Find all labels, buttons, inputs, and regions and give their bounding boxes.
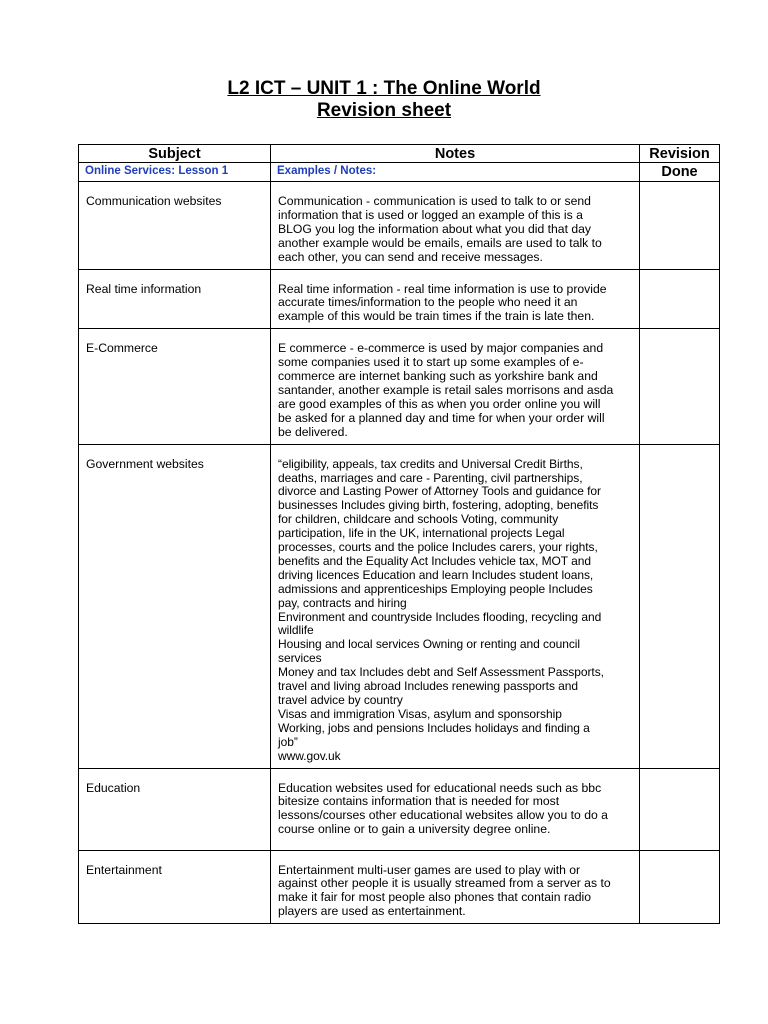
subject-cell: Communication websites — [79, 182, 271, 270]
revision-done-cell[interactable] — [640, 850, 720, 924]
notes-cell: Communication - communication is used to talk to or send information that is used or logged an example of this is a BLOG you log the information about what you did that day another example would be emails, emails are used to talk to each other, you can send and receive messages. — [271, 182, 640, 270]
examples-label: Examples / Notes: — [271, 163, 640, 182]
notes-cell: Entertainment multi-user games are used to play with or against other people it is usually streamed from a server as to make it fair for most people also phones that contain radio players are used as entertainment. — [271, 850, 640, 924]
revision-table — [78, 144, 720, 924]
table-subheader-row — [79, 163, 720, 182]
revision-done-cell[interactable] — [640, 329, 720, 444]
subject-cell: Education — [79, 768, 271, 850]
revision-done-cell[interactable] — [640, 768, 720, 850]
table-row — [79, 182, 720, 270]
revision-done-cell[interactable] — [640, 182, 720, 270]
table-row — [79, 444, 720, 768]
notes-cell: Real time information - real time information is use to provide accurate times/information to the people who need it an example of this would be train times if the train is late then. — [271, 269, 640, 329]
notes-cell: “eligibility, appeals, tax credits and Universal Credit Births, deaths, marriages and care - Parenting, civil partnerships, divorce and Lasting Power of Attorney Tools and guidance for businesses Includes giving birth, fostering, adopting, benefits for children, childcare and schools Voting, community participation, life in the UK, international projects Legal processes, courts and the police Includes carers, your rights, benefits and the Equality Act Includes vehicle tax, MOT and driving licences Education and learn Includes student loans, admissions and apprenticeships Employing people Includes pay, contracts and hiring Environment and countryside Includes flooding, recycling and wildlife Housing and local services Owning or renting and council services Money and tax Includes debt and Self Assessment Passports, travel and living abroad Includes renewing passports and travel advice by country Visas and immigration Visas, asylum and sponsorship Working, jobs and pensions Includes holidays and finding a job” www.gov.uk — [271, 444, 640, 768]
section-label: Online Services: Lesson 1 — [79, 163, 271, 182]
table-header-row — [79, 145, 720, 163]
subject-cell: Entertainment — [79, 850, 271, 924]
table-row — [79, 768, 720, 850]
notes-cell: E commerce - e-commerce is used by major companies and some companies used it to start up some examples of e- commerce are internet banking such as yorkshire bank and santander, another example is retail sales morrisons and asda are good examples of this as when you order online you will be asked for a planned day and time for when your order will be delivered. — [271, 329, 640, 444]
subject-cell: Real time information — [79, 269, 271, 329]
notes-header: Notes — [271, 145, 640, 163]
notes-cell: Education websites used for educational needs such as bbc bitesize contains information that is needed for most lessons/courses other educational websites allow you to do a course online or to gain a university degree online. — [271, 768, 640, 850]
done-header: Done — [640, 163, 720, 182]
revision-header: Revision — [640, 145, 720, 163]
document-title: L2 ICT – UNIT 1 : The Online World — [227, 78, 541, 99]
document-subtitle: Revision sheet — [316, 100, 452, 121]
subject-header: Subject — [79, 145, 271, 163]
table-row — [79, 269, 720, 329]
subject-cell: Government websites — [79, 444, 271, 768]
revision-done-cell[interactable] — [640, 269, 720, 329]
table-row — [79, 850, 720, 924]
revision-done-cell[interactable] — [640, 444, 720, 768]
table-row — [79, 329, 720, 444]
subject-cell: E-Commerce — [79, 329, 271, 444]
